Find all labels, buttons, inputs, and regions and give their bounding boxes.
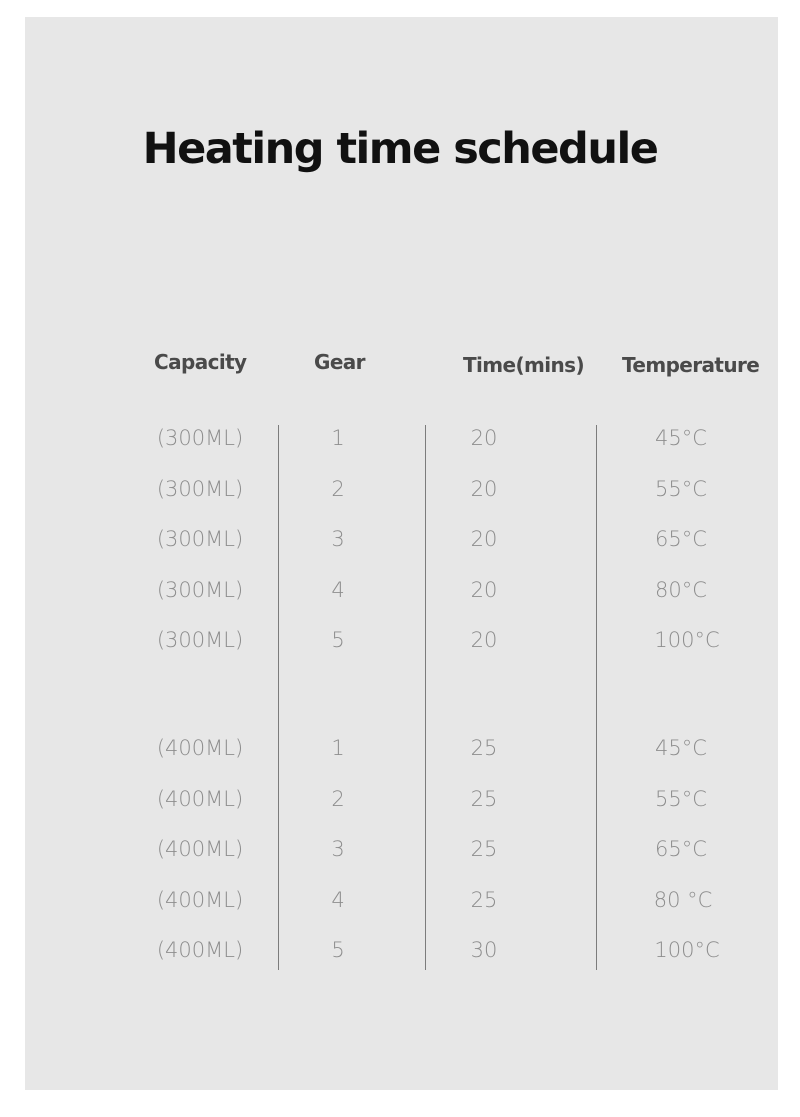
gear-cell: 4 bbox=[331, 888, 345, 912]
table-row bbox=[0, 474, 800, 504]
capacity-cell: (300ML) bbox=[156, 527, 244, 551]
table-row bbox=[0, 524, 800, 554]
header-capacity: Capacity bbox=[154, 350, 247, 374]
capacity-cell: (400ML) bbox=[156, 888, 244, 912]
capacity-cell: (400ML) bbox=[156, 837, 244, 861]
gear-cell: 5 bbox=[331, 628, 345, 652]
capacity-cell: (400ML) bbox=[156, 787, 244, 811]
time-cell: 20 bbox=[470, 578, 498, 602]
temperature-cell: 65°C bbox=[655, 527, 707, 551]
header-time: Time(mins) bbox=[463, 353, 585, 377]
table-row bbox=[0, 935, 800, 965]
capacity-cell: (300ML) bbox=[156, 628, 244, 652]
temperature-cell: 80°C bbox=[655, 578, 707, 602]
temperature-cell: 100°C bbox=[654, 628, 720, 652]
capacity-cell: (300ML) bbox=[156, 477, 244, 501]
temperature-cell: 65°C bbox=[655, 837, 707, 861]
gear-cell: 1 bbox=[331, 426, 345, 450]
temperature-cell: 100°C bbox=[654, 938, 720, 962]
table-row bbox=[0, 575, 800, 605]
page-title: Heating time schedule bbox=[142, 124, 658, 174]
table-row bbox=[0, 625, 800, 655]
header-gear: Gear bbox=[314, 350, 365, 374]
gear-cell: 3 bbox=[331, 527, 345, 551]
temperature-cell: 80 °C bbox=[653, 888, 713, 912]
time-cell: 20 bbox=[470, 628, 498, 652]
capacity-cell: (300ML) bbox=[156, 426, 244, 450]
gear-cell: 4 bbox=[331, 578, 345, 602]
time-cell: 25 bbox=[470, 736, 498, 760]
time-cell: 25 bbox=[470, 888, 498, 912]
time-cell: 20 bbox=[470, 477, 498, 501]
gear-cell: 2 bbox=[331, 787, 345, 811]
gear-cell: 5 bbox=[331, 938, 345, 962]
time-cell: 30 bbox=[470, 938, 498, 962]
gear-cell: 3 bbox=[331, 837, 345, 861]
temperature-cell: 55°C bbox=[655, 477, 707, 501]
time-cell: 20 bbox=[470, 527, 498, 551]
table-row bbox=[0, 733, 800, 763]
table-row bbox=[0, 885, 800, 915]
capacity-cell: (300ML) bbox=[156, 578, 244, 602]
table-row bbox=[0, 784, 800, 814]
time-cell: 20 bbox=[470, 426, 498, 450]
time-cell: 25 bbox=[470, 787, 498, 811]
header-temperature: Temperature bbox=[622, 353, 760, 377]
temperature-cell: 45°C bbox=[655, 736, 707, 760]
temperature-cell: 45°C bbox=[655, 426, 707, 450]
time-cell: 25 bbox=[470, 837, 498, 861]
capacity-cell: (400ML) bbox=[156, 938, 244, 962]
table-row bbox=[0, 423, 800, 453]
table-row bbox=[0, 834, 800, 864]
gear-cell: 2 bbox=[331, 477, 345, 501]
gear-cell: 1 bbox=[331, 736, 345, 760]
capacity-cell: (400ML) bbox=[156, 736, 244, 760]
temperature-cell: 55°C bbox=[655, 787, 707, 811]
